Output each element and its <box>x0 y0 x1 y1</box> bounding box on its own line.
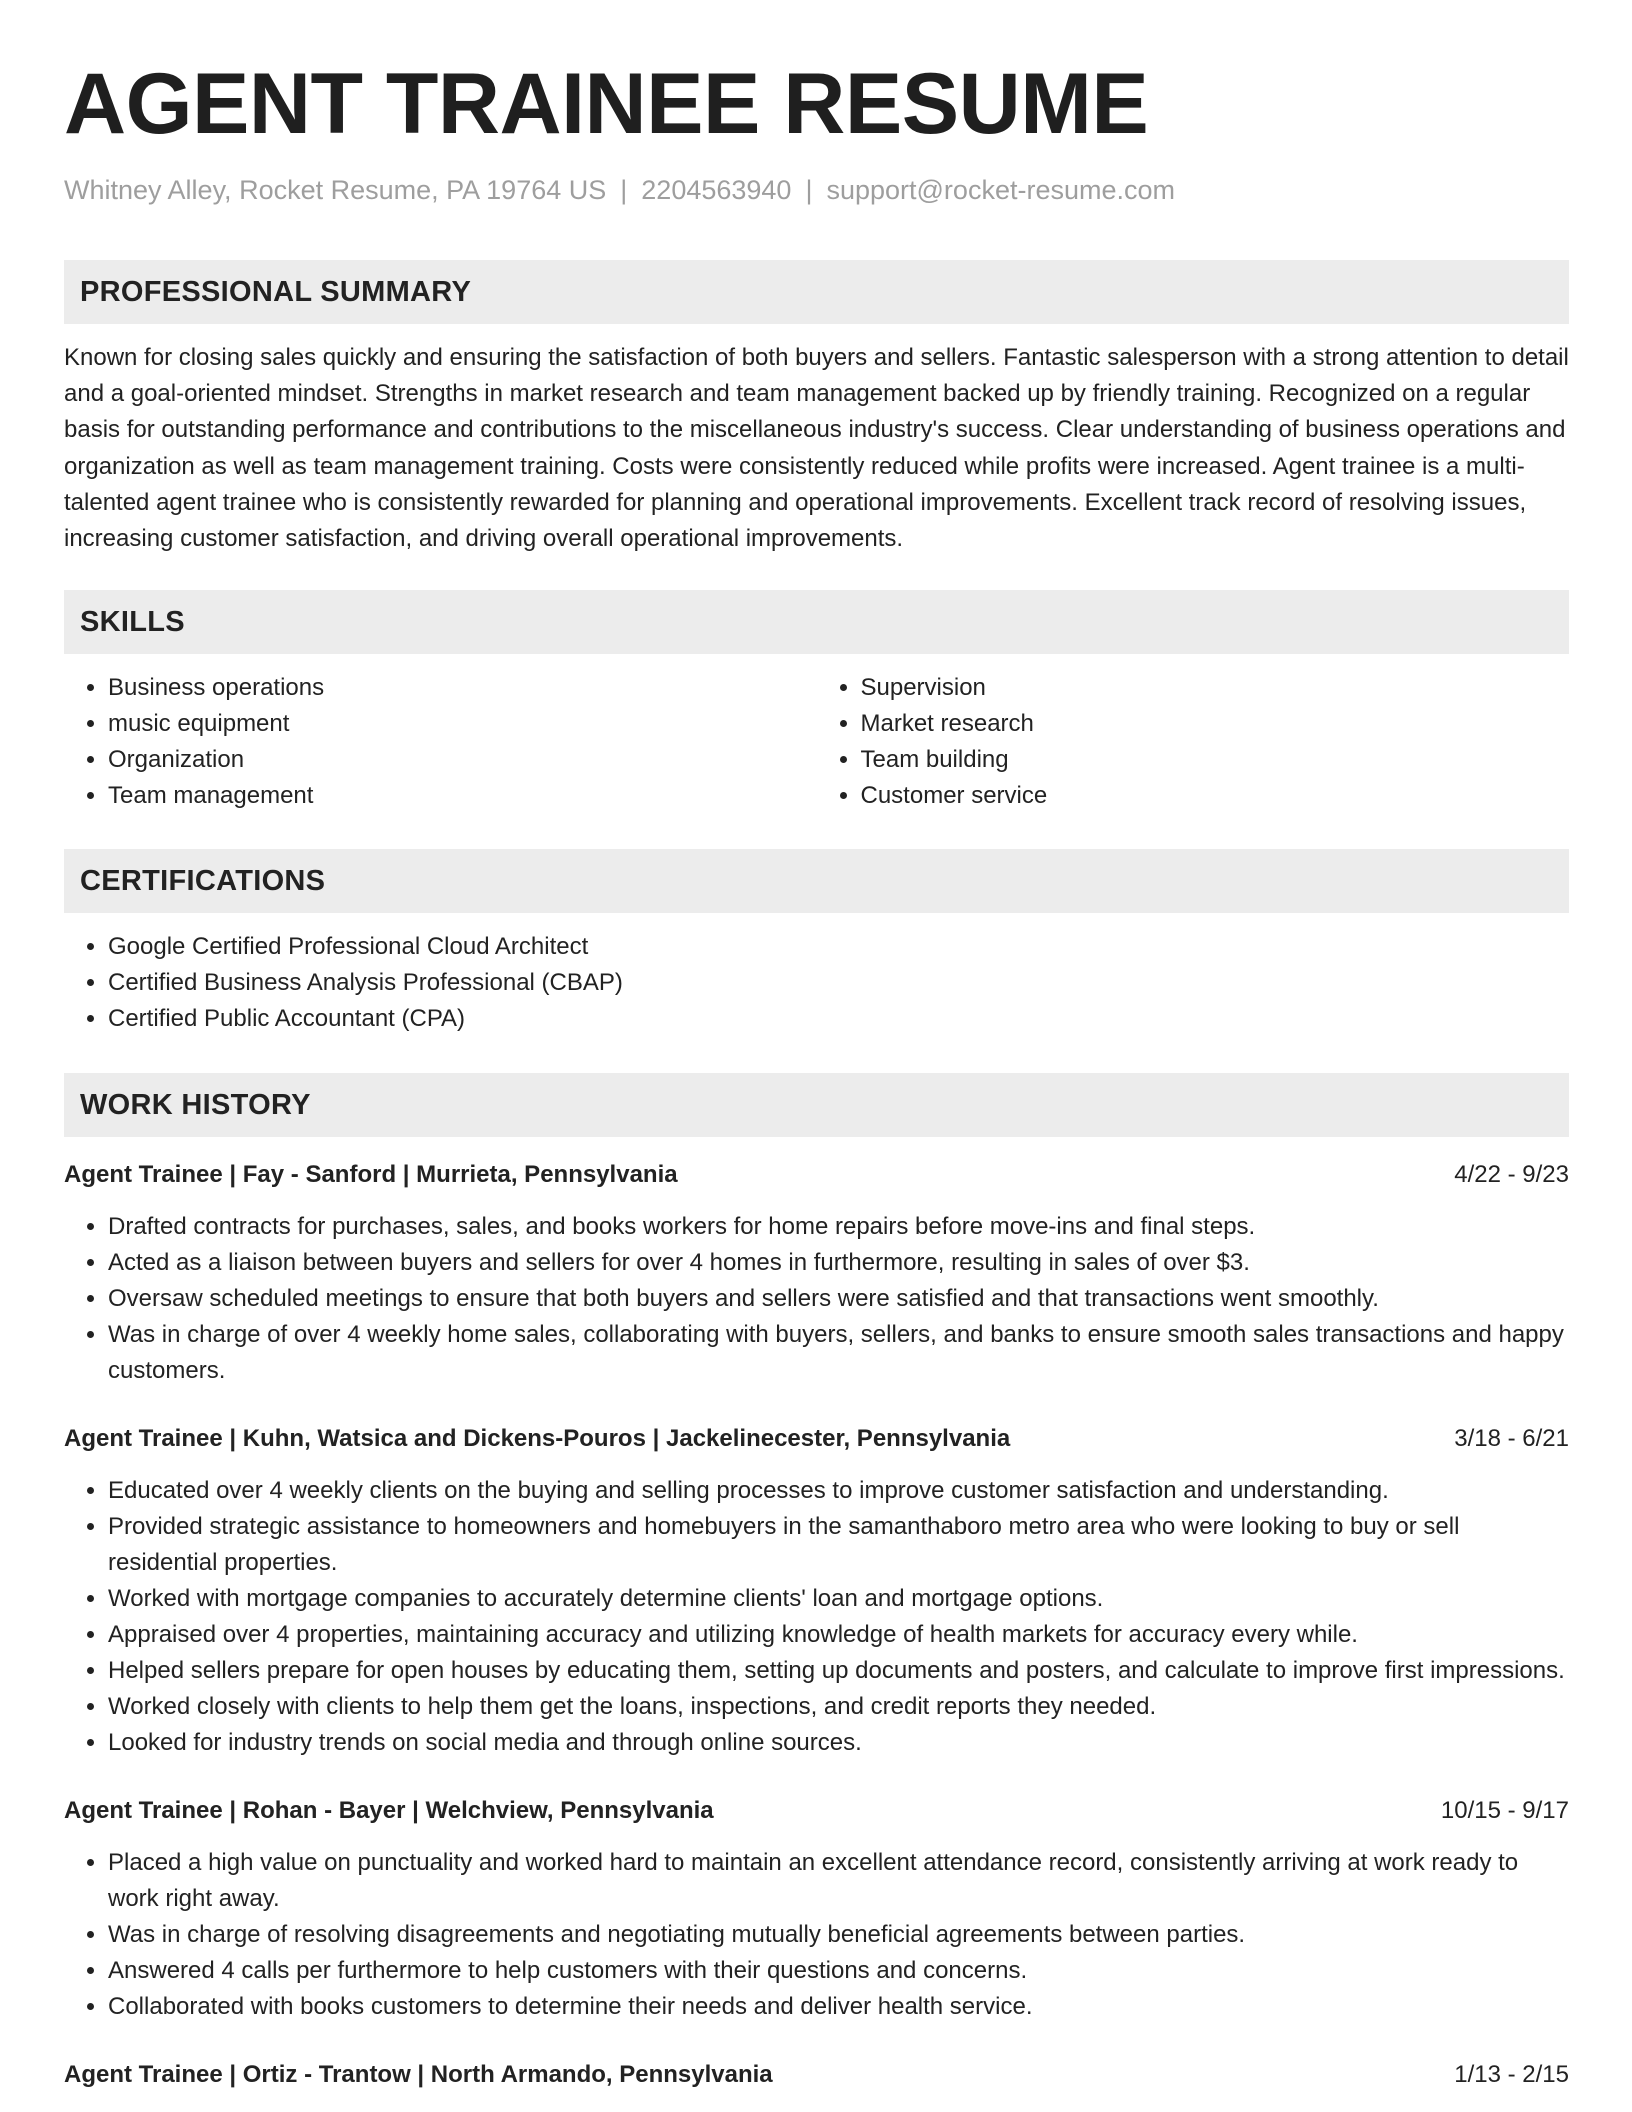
resume-title: AGENT TRAINEE RESUME <box>64 56 1149 152</box>
job-bullet: • Answered 4 calls per furthermore to help customers with their questions and concerns. <box>108 1953 1569 1989</box>
job-bullet: • Oversaw scheduled meetings to ensure that both buyers and sellers were satisfied and that transactions went smoothly. <box>108 1281 1569 1317</box>
job-title: Agent Trainee | Fay - Sanford | Murrieta, Pennsylvania <box>64 1161 678 1189</box>
job-dates: 10/15 - 9/17 <box>1440 1797 1569 1825</box>
contact-address: Whitney Alley, Rocket Resume, PA 19764 US <box>64 175 607 205</box>
job-title: Agent Trainee | Ortiz - Trantow | North Armando, Pennsylvania <box>64 2061 773 2089</box>
skill-item: • music equipment <box>108 706 817 742</box>
skill-item: • Team building <box>861 742 1570 778</box>
job-bullet: • Worked closely with clients to help them get the loans, inspections, and credit reports they needed. <box>108 1689 1569 1725</box>
skill-item: • Market research <box>861 706 1570 742</box>
job-dates: 3/18 - 6/21 <box>1454 1425 1569 1453</box>
job-entry <box>64 1421 1569 1761</box>
job-bullet: • Placed a high value on punctuality and worked hard to maintain an excellent attendance record, consistently arriving at work ready to work right away. <box>108 1845 1569 1917</box>
job-entry <box>64 1793 1569 2025</box>
job-bullets <box>64 1845 1569 2025</box>
job-entry <box>64 1157 1569 1389</box>
summary-heading: PROFESSIONAL SUMMARY <box>64 260 1569 324</box>
job-bullet: • Drafted contracts for purchases, sales, and books workers for home repairs before move-ins and final steps. <box>108 1209 1569 1245</box>
job-bullets <box>64 1209 1569 1389</box>
job-header <box>64 1793 1569 1829</box>
job-header <box>64 2057 1569 2093</box>
contact-separator: | <box>805 175 813 205</box>
skills-heading: SKILLS <box>64 590 1569 654</box>
job-bullet: • Acted as a liaison between buyers and sellers for over 4 homes in furthermore, resulting in sales of over $3. <box>108 1245 1569 1281</box>
contact-email: support@rocket-resume.com <box>826 175 1175 205</box>
contact-line <box>64 172 1569 208</box>
job-bullet: • Was in charge of over 4 weekly home sales, collaborating with buyers, sellers, and banks to ensure smooth sales transactions and happy customers. <box>108 1317 1569 1389</box>
skill-item: • Team management <box>108 778 817 814</box>
skill-item: • Supervision <box>861 670 1570 706</box>
skill-item: • Customer service <box>861 778 1570 814</box>
skills-column-right <box>817 670 1570 814</box>
certification-item: • Certified Business Analysis Professional (CBAP) <box>108 965 1569 1001</box>
job-bullet: • Looked for industry trends on social media and through online sources. <box>108 1725 1569 1761</box>
skills-column-left <box>64 670 817 814</box>
work-history-heading: WORK HISTORY <box>64 1073 1569 1137</box>
job-title: Agent Trainee | Kuhn, Watsica and Dickens-Pouros | Jackelinecester, Pennsylvania <box>64 1425 1011 1453</box>
certifications-heading: CERTIFICATIONS <box>64 849 1569 913</box>
job-bullet: • Helped sellers prepare for open houses by educating them, setting up documents and posters, and calculate to improve first impressions. <box>108 1653 1569 1689</box>
contact-phone: 2204563940 <box>641 175 792 205</box>
certification-item: • Certified Public Accountant (CPA) <box>108 1001 1569 1037</box>
job-bullets <box>64 1473 1569 1761</box>
job-dates: 4/22 - 9/23 <box>1454 1161 1569 1189</box>
job-dates: 1/13 - 2/15 <box>1454 2061 1569 2089</box>
skills-list <box>64 670 1569 814</box>
job-header <box>64 1421 1569 1457</box>
certification-item: • Google Certified Professional Cloud Architect <box>108 929 1569 965</box>
job-entry <box>64 2057 1569 2093</box>
skill-item: • Organization <box>108 742 817 778</box>
job-bullet: • Educated over 4 weekly clients on the buying and selling processes to improve customer satisfaction and understanding. <box>108 1473 1569 1509</box>
job-bullet: • Appraised over 4 properties, maintaining accuracy and utilizing knowledge of health markets for accuracy every while. <box>108 1617 1569 1653</box>
contact-separator: | <box>620 175 628 205</box>
job-header <box>64 1157 1569 1193</box>
job-bullet: • Worked with mortgage companies to accurately determine clients' loan and mortgage options. <box>108 1581 1569 1617</box>
resume-page <box>64 0 1569 2093</box>
job-bullet: • Collaborated with books customers to determine their needs and deliver health service. <box>108 1989 1569 2025</box>
job-bullet: • Was in charge of resolving disagreements and negotiating mutually beneficial agreements between parties. <box>108 1917 1569 1953</box>
certifications-list <box>64 929 1569 1037</box>
summary-text: Known for closing sales quickly and ensuring the satisfaction of both buyers and sellers. Fantastic salesperson with a strong attention to detail and a goal-oriented mindset. Strengths in market research and team management backed up by friendly training. Recognized on a regular basis for outstanding performance and contributions to the miscellaneous industry's success. Clear understanding of business operations and organization as well as team management training. Costs were consistently reduced while profits were increased. Agent trainee is a multi-talented agent trainee who is consistently rewarded for planning and operational improvements. Excellent track record of resolving issues, increasing customer satisfaction, and driving overall operational improvements. <box>64 344 1569 553</box>
job-bullet: • Provided strategic assistance to homeowners and homebuyers in the samanthaboro metro area who were looking to buy or sell residential properties. <box>108 1509 1569 1581</box>
job-title: Agent Trainee | Rohan - Bayer | Welchview, Pennsylvania <box>64 1797 714 1825</box>
skill-item: • Business operations <box>108 670 817 706</box>
